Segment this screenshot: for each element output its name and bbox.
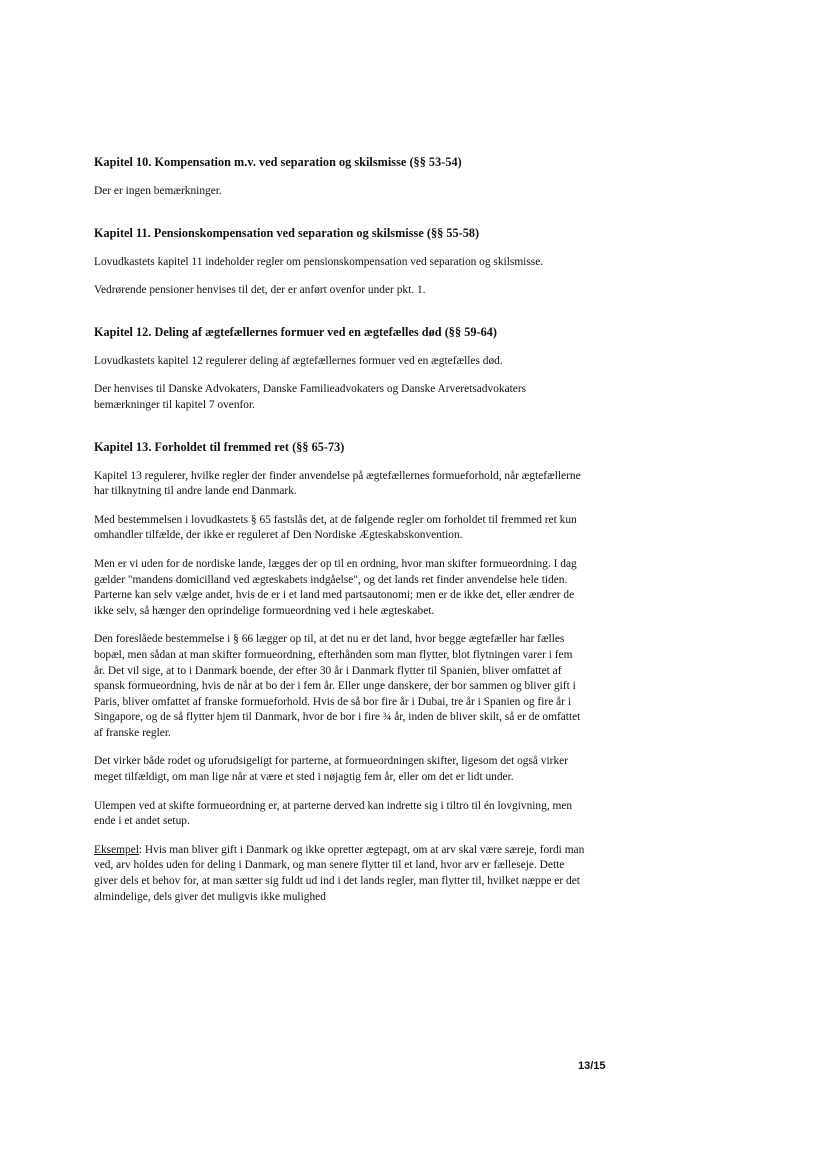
section-kapitel-13 [94, 439, 586, 906]
section-kapitel-12 [94, 324, 586, 414]
page-number: 13/15 [578, 1060, 606, 1072]
section-heading: Kapitel 11. Pensionskompensation ved separation og skilsmisse (§§ 55-58) [94, 225, 480, 240]
paragraph: Med bestemmelsen i lovudkastets § 65 fastslås det, at de følgende regler om forholdet til fremmed ret kun omhandler tilfælde, der ikke er reguleret af Den Nordiske Ægteskabskonvention. [94, 513, 577, 542]
paragraph: Der er ingen bemærkninger. [94, 185, 222, 197]
paragraph: Lovudkastets kapitel 12 regulerer deling af ægtefællernes formuer ved en ægtefælles død. [94, 354, 503, 367]
paragraph: Den foreslåede bestemmelse i § 66 lægger op til, at det nu er det land, hvor begge ægtefæller har fælles bopæl, men sådan at man skifter formueordning, efterhånden som man flytter, blot flytningen varer i fem år. Det vil sige, at to i Danmark boende, der efter 30 år i Danmark flytter til Spanien, bliver omfattet af spansk formueordning, hvis de når at bo der i fem år. Eller unge danskere, der bor sammen og bliver gift i Paris, bliver omfattet af franske formueforhold. Hvis de så bor fire år i Dubai, tre år i Spanien og fire år i Singapore, og de så flytter hjem til Danmark, hvor de bor i fire ¾ år, inden de bliver skilt, så er de omfattet af franske regler. [94, 633, 581, 739]
paragraph: Det virker både rodet og uforudsigeligt for parterne, at formueordningen skifter, ligesom det også virker meget tilfældigt, om man lige når at være et sted i nøjagtig fem år, eller om det er lidt under. [94, 755, 569, 784]
example-label: Eksempel [94, 843, 139, 856]
section-heading: Kapitel 12. Deling af ægtefællernes formuer ved en ægtefælles død (§§ 59-64) [94, 324, 497, 339]
paragraph: Men er vi uden for de nordiske lande, lægges der op til en ordning, hvor man skifter formueordning. I dag gælder "mandens domicilland ved ægteskabets indgåelse", og det lands ret finder anvendelse hele tiden. Parterne kan selv vælge andet, hvis de er i et land med partsautonomi; men er de ikke det, eller ændrer de ikke selv, så hænger den oprindelige formueordning ved i hele ægteskabet. [94, 557, 577, 617]
paragraph: Lovudkastets kapitel 11 indeholder regler om pensionskompensation ved separation og skilsmisse. [94, 255, 544, 268]
example-paragraph [94, 843, 586, 905]
example-text: : Hvis man bliver gift i Danmark og ikke opretter ægtepagt, om at arv skal være særeje, fordi man ved, arv holdes uden for deling i Danmark, og man senere flytter til et land, hvor arv er fælleseje. Dette giver dels et behov for, at man sætter sig fuldt ud ind i det lands regler, man flytter til, hvilket næppe er det almindelige, dels giver det muligvis ikke mulighed [94, 843, 585, 903]
document-body [94, 154, 586, 918]
paragraph: Der henvises til Danske Advokaters, Danske Familieadvokaters og Danske Arveretsadvokaters bemærkninger til kapitel 7 ovenfor. [94, 383, 527, 411]
paragraph: Vedrørende pensioner henvises til det, der er anført ovenfor under pkt. 1. [94, 284, 426, 297]
section-heading: Kapitel 10. Kompensation m.v. ved separation og skilsmisse (§§ 53-54) [94, 155, 462, 169]
paragraph: Ulempen ved at skifte formueordning er, at parterne derved kan indrette sig i tiltro til én lovgivning, men ende i et andet setup. [94, 799, 573, 828]
section-kapitel-11 [94, 225, 586, 299]
section-heading: Kapitel 13. Forholdet til fremmed ret (§§ 65-73) [94, 439, 345, 454]
paragraph: Kapitel 13 regulerer, hvilke regler der finder anvendelse på ægtefællernes formueforhold, når ægtefællerne har tilknytning til andre lande end Danmark. [94, 469, 581, 498]
section-kapitel-10 [94, 154, 586, 200]
